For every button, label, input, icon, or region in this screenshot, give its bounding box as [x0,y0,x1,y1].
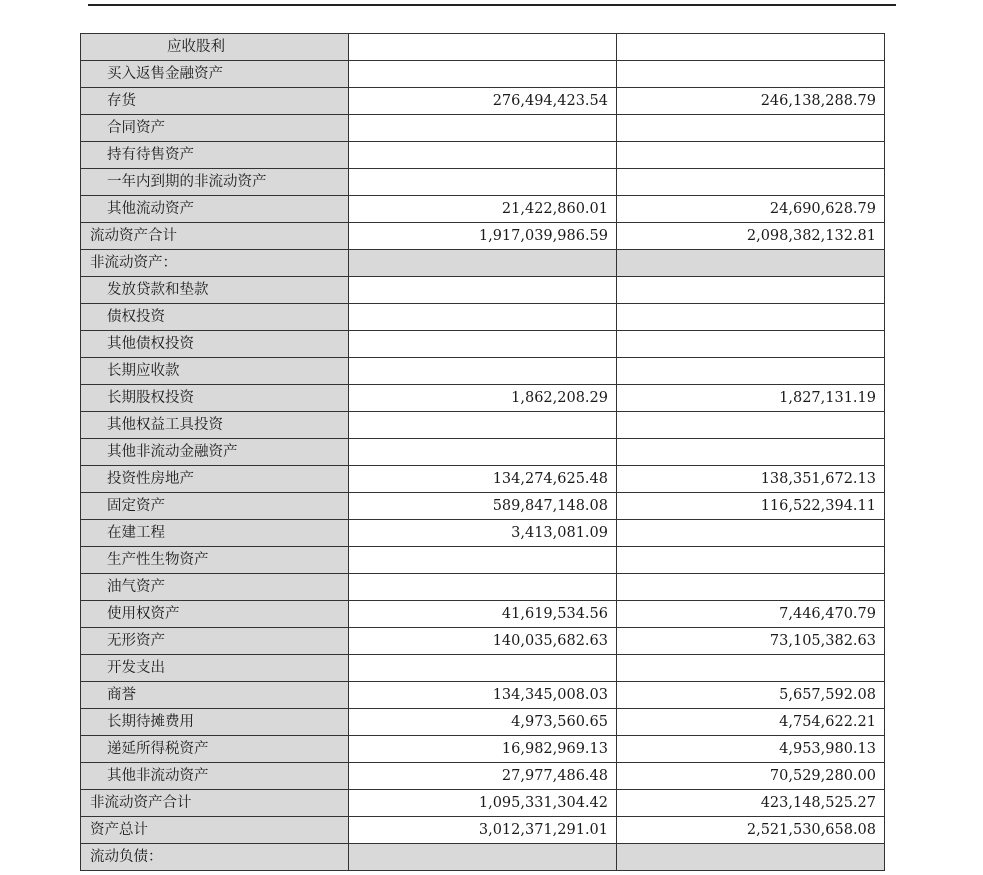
prior-period-value [617,61,885,88]
row-label: 买入返售金融资产 [81,61,349,88]
table-row [81,61,885,88]
row-label: 投资性房地产 [81,466,349,493]
current-period-value: 589,847,148.08 [349,493,617,520]
prior-period-value: 2,098,382,132.81 [617,223,885,250]
prior-period-value [617,547,885,574]
prior-period-value [617,574,885,601]
current-period-value [349,412,617,439]
current-period-value [349,250,617,277]
current-period-value: 276,494,423.54 [349,88,617,115]
prior-period-value [617,412,885,439]
current-period-value [349,655,617,682]
row-label: 合同资产 [81,115,349,142]
table-row [81,385,885,412]
prior-period-value [617,520,885,547]
current-period-value [349,169,617,196]
current-period-value: 41,619,534.56 [349,601,617,628]
prior-period-value: 7,446,470.79 [617,601,885,628]
table-row [81,547,885,574]
prior-period-value: 4,953,980.13 [617,736,885,763]
table-row [81,844,885,871]
row-label: 固定资产 [81,493,349,520]
table-row [81,34,885,61]
table-row [81,358,885,385]
table-row [81,817,885,844]
table-row [81,466,885,493]
prior-period-value [617,358,885,385]
prior-period-value [617,250,885,277]
prior-period-value: 423,148,525.27 [617,790,885,817]
prior-period-value [617,439,885,466]
table-row [81,331,885,358]
row-label: 存货 [81,88,349,115]
row-label: 其他流动资产 [81,196,349,223]
current-period-value: 1,917,039,986.59 [349,223,617,250]
current-period-value: 27,977,486.48 [349,763,617,790]
table-row [81,277,885,304]
row-label: 流动资产合计 [81,223,349,250]
table-row [81,655,885,682]
row-label: 资产总计 [81,817,349,844]
row-label: 开发支出 [81,655,349,682]
prior-period-value [617,844,885,871]
current-period-value [349,115,617,142]
row-label: 长期股权投资 [81,385,349,412]
table-row [81,682,885,709]
current-period-value [349,277,617,304]
balance-sheet-table [80,33,885,871]
row-label: 应收股利 [81,34,349,61]
current-period-value: 3,413,081.09 [349,520,617,547]
current-period-value: 4,973,560.65 [349,709,617,736]
table-row [81,250,885,277]
row-label: 持有待售资产 [81,142,349,169]
row-label: 其他非流动资产 [81,763,349,790]
current-period-value: 134,274,625.48 [349,466,617,493]
table-row [81,628,885,655]
row-label: 一年内到期的非流动资产 [81,169,349,196]
prior-period-value [617,655,885,682]
prior-period-value: 246,138,288.79 [617,88,885,115]
current-period-value [349,331,617,358]
table-row [81,88,885,115]
prior-period-value [617,169,885,196]
table-row [81,709,885,736]
table-row [81,736,885,763]
row-label: 流动负债： [81,844,349,871]
table-row [81,574,885,601]
row-label: 非流动资产： [81,250,349,277]
row-label: 长期应收款 [81,358,349,385]
current-period-value [349,358,617,385]
table-row [81,790,885,817]
table-row [81,115,885,142]
row-label: 使用权资产 [81,601,349,628]
table-row [81,169,885,196]
table-row [81,142,885,169]
table-row [81,763,885,790]
row-label: 在建工程 [81,520,349,547]
prior-period-value: 138,351,672.13 [617,466,885,493]
row-label: 生产性生物资产 [81,547,349,574]
current-period-value [349,304,617,331]
row-label: 其他债权投资 [81,331,349,358]
row-label: 长期待摊费用 [81,709,349,736]
table-row [81,304,885,331]
table-row [81,223,885,250]
current-period-value [349,439,617,466]
current-period-value [349,844,617,871]
row-label: 其他非流动金融资产 [81,439,349,466]
prior-period-value [617,331,885,358]
current-period-value: 16,982,969.13 [349,736,617,763]
prior-period-value: 116,522,394.11 [617,493,885,520]
current-period-value: 1,862,208.29 [349,385,617,412]
row-label: 发放贷款和垫款 [81,277,349,304]
prior-period-value [617,142,885,169]
prior-period-value: 70,529,280.00 [617,763,885,790]
current-period-value [349,142,617,169]
table-row [81,493,885,520]
prior-period-value: 2,521,530,658.08 [617,817,885,844]
row-label: 商誉 [81,682,349,709]
current-period-value: 21,422,860.01 [349,196,617,223]
prior-period-value: 1,827,131.19 [617,385,885,412]
prior-period-value [617,115,885,142]
prior-period-value [617,304,885,331]
prior-period-value: 73,105,382.63 [617,628,885,655]
table-row [81,412,885,439]
current-period-value [349,61,617,88]
current-period-value: 140,035,682.63 [349,628,617,655]
row-label: 无形资产 [81,628,349,655]
prior-period-value: 4,754,622.21 [617,709,885,736]
prior-period-value: 5,657,592.08 [617,682,885,709]
current-period-value: 134,345,008.03 [349,682,617,709]
prior-period-value: 24,690,628.79 [617,196,885,223]
current-period-value [349,547,617,574]
row-label: 递延所得税资产 [81,736,349,763]
row-label: 油气资产 [81,574,349,601]
table-row [81,520,885,547]
prior-period-value [617,277,885,304]
current-period-value [349,34,617,61]
table-row [81,196,885,223]
row-label: 非流动资产合计 [81,790,349,817]
current-period-value: 1,095,331,304.42 [349,790,617,817]
table-row [81,601,885,628]
table-row [81,439,885,466]
prior-period-value [617,34,885,61]
row-label: 其他权益工具投资 [81,412,349,439]
row-label: 债权投资 [81,304,349,331]
top-rule [88,4,896,6]
balance-sheet-body [81,34,885,871]
current-period-value: 3,012,371,291.01 [349,817,617,844]
current-period-value [349,574,617,601]
